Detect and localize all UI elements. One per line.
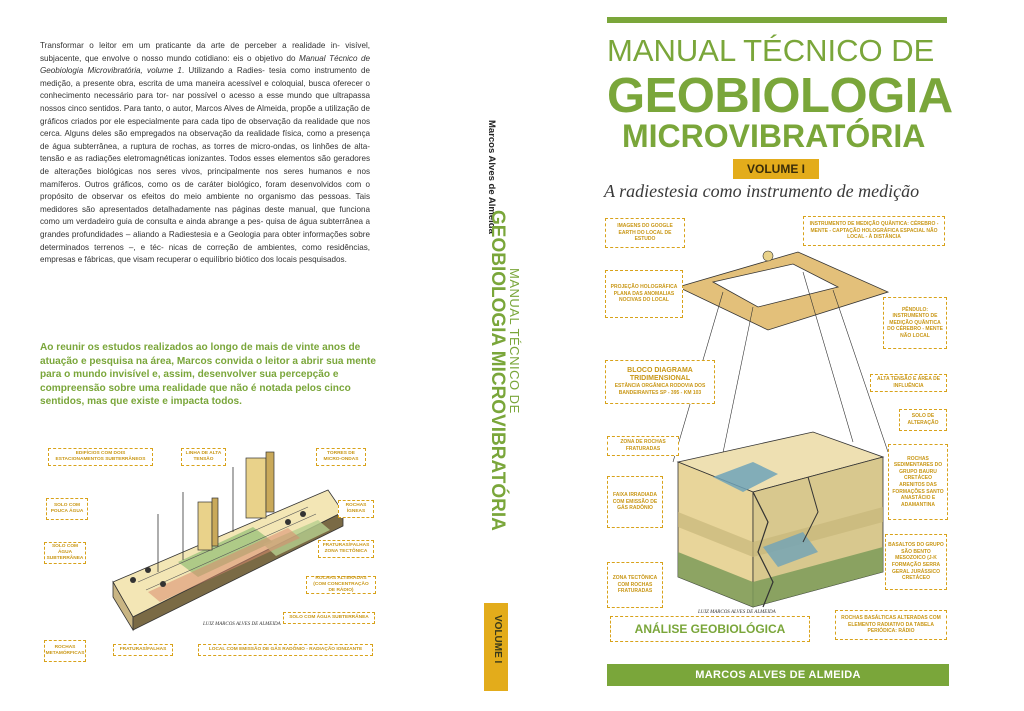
- front-analise-label: ANÁLISE GEOBIOLÓGICA: [610, 616, 810, 642]
- label-projecao: PROJEÇÃO HOLOGRÁFICA PLANA DAS ANOMALIAS NOCIVAS DO LOCAL: [605, 270, 683, 318]
- label-rochas-meta: ROCHAS METAMÓRFICAS: [44, 640, 86, 662]
- label-rochas-alteradas: ROCHAS ALTERADAS (COM CONCENTRAÇÃO DE RÁDIO): [306, 576, 376, 594]
- front-subtitle: A radiestesia como instrumento de medição: [604, 181, 920, 201]
- label-linha: LINHA DE ALTA TENSÃO: [181, 448, 226, 466]
- label-rochas-basalticas: ROCHAS BASÁLTICAS ALTERADAS COM ELEMENTO RADIATIVO DA TABELA PERIÓDICA: RÁDIO: [835, 610, 947, 640]
- label-alta-tensao: ALTA TENSÃO E ÁREA DE INFLUÊNCIA: [870, 374, 947, 392]
- label-fraturas: FRATURAS/FALHAS: [113, 644, 173, 656]
- label-instrumento: INSTRUMENTO DE MEDIÇÃO QUÂNTICA: CÉREBRO - MENTE - CAPTAÇÃO HOLOGRÁFICA ESPACIAL NÃO LOCAL - À DISTÂNCIA: [803, 216, 945, 246]
- label-zona-tectonica: ZONA TECTÔNICA COM ROCHAS FRATURADAS: [607, 562, 663, 608]
- label-torres: TORRES DE MICRO-ONDAS: [316, 448, 366, 466]
- front-title-line1: MANUAL TÉCNICO DE: [607, 33, 935, 68]
- label-faixa: FAIXA IRRADIADA COM EMISSÃO DE GÁS RADÔNIO: [607, 476, 663, 528]
- back-diagram: [38, 432, 378, 672]
- back-paragraph-1a: Transformar o leitor em um praticante da arte de perceber a realidade in- visível, subjacente, que envolve o nosso mundo cotidiano: eis o objetivo do: [40, 41, 370, 63]
- label-rochas-igneas: ROCHAS ÍGNEAS: [338, 500, 374, 518]
- bloco-subtitle: ESTÂNCIA ORGÂNICA RODOVIA DOS BANDEIRANTES SP - 395 - KM 103: [614, 383, 706, 396]
- front-diagram: [603, 212, 948, 652]
- label-edificios: EDIFÍCIOS COM DOIS ESTACIONAMENTOS SUBTERRÂNEOS: [48, 448, 153, 466]
- spine-author: Marcos Alves de Almeida: [486, 120, 497, 234]
- spine-volume: VOLUME I: [492, 615, 503, 664]
- bloco-title: BLOCO DIAGRAMA TRIDIMENSIONAL: [627, 367, 693, 383]
- front-title-line3: MICROVIBRATÓRIA: [622, 118, 926, 154]
- label-pendulo: PÊNDULO: INSTRUMENTO DE MEDIÇÃO QUÂNTICA DO CÉREBRO - MENTE NÃO LOCAL: [883, 297, 947, 349]
- front-author-bar: MARCOS ALVES DE ALMEIDA: [607, 664, 949, 686]
- label-local-emissao: LOCAL COM EMISSÃO DE GÁS RADÔNIO - RADIAÇÃO IONIZANTE: [198, 644, 373, 656]
- label-basaltos: BASALTOS DO GRUPO SÃO BENTO MESOZOICO (J-K FORMAÇÃO SERRA GERAL JURÁSSICO CRETÁCEO: [885, 534, 947, 590]
- label-solo-alteracao: SOLO DE ALTERAÇÃO: [899, 409, 947, 431]
- back-cover-text: [40, 40, 370, 267]
- back-paragraph-1b: . Utilizando a Radies- tesia como instrumento de medição, a presente obra, escrita de uma maneira acessível e coloquial, busca oferecer o conhecimento necessário para tor- nar possível o acesso a esse mundo que ultrapassa nossos cinco sentidos. Para tanto, o autor, Marcos Alves de Almeida, propõe a utilização de gráficos criados por ele especialmente para cada tipo de observação da realidade que nos cerca. Alguns deles são empregados na observação da realidade física, como a presença de água subterrânea, a ruptura de rochas, as torres de micro-ondas, os linhões de alta-tensão e as radiações eletromagnéticas ionizantes. Todos esses elementos são geradores de alterações biológicas nos seres vivos, principalmente nos seres humanos e nos mamíferos. Outros gráficos, como os de caráter biológico, foram desenvolvidos com o propósito de observar os efeitos do meio ambiente no organismo das pessoas. Tais medidores são apresentados detalhadamente nas páginas deste manual, que funciona como um verdadeiro guia de consulta e ainda abrange a pes- quisa de água subterrânea a grandes profundidades – aliando a Radiestesia e a Geologia para obter informações sobre determinados terrenos –, e téc- nicas de correção de ambientes, como residências, empresas e fábricas, que visam recuperar o equilíbrio biótico dos locais pesquisados.: [40, 66, 370, 265]
- label-rochas-sedimentares: ROCHAS SEDIMENTARES DO GRUPO BAURU CRETÁCEO ARENITOS DAS FORMAÇÕES SANTO ANASTÁCIO E ADAMANTINA: [888, 444, 948, 520]
- label-imagens: IMAGENS DO GOOGLE EARTH DO LOCAL DE ESTUDO: [605, 218, 685, 248]
- label-zona-rochas: ZONA DE ROCHAS FRATURADAS: [607, 436, 679, 456]
- front-top-bar: [607, 17, 947, 23]
- spine-title-line2: GEOBIOLOGIA MICROVIBRATÓRIA: [487, 210, 508, 531]
- back-signature: LUIZ MARCOS ALVES DE ALMEIDA: [203, 622, 281, 627]
- label-bloco: [605, 360, 715, 404]
- front-title-line2: GEOBIOLOGIA: [607, 69, 953, 123]
- back-book-title: Manual Técnico de Geobiologia Microvibratória, volume 1: [40, 53, 371, 76]
- label-fraturas-zona: FRATURAS/FALHAS ZONA TECTÔNICA: [318, 540, 374, 558]
- label-solo-agua-2: SOLO COM ÁGUA SUBTERRÂNEA: [283, 612, 375, 624]
- spine-title-line1: MANUAL TÉCNICO DE: [507, 268, 522, 414]
- front-signature: LUIZ MARCOS ALVES DE ALMEIDA: [698, 610, 776, 615]
- label-solo-agua: SOLO COM ÁGUA SUBTERRÂNEA: [44, 542, 86, 564]
- back-highlight-paragraph: Ao reunir os estudos realizados ao longo de mais de vinte anos de atuação e pesquisa na área, Marcos convida o leitor a abrir sua mente para o mundo invisível e, assim, desenvolver sua percepção e compreensão sobre uma realidade que não é notada pelos cinco sentidos, mas que existe e impacta todos.: [40, 342, 377, 408]
- front-volume-badge: VOLUME I: [733, 159, 819, 179]
- label-solo-pouca: SOLO COM POUCA ÁGUA: [46, 498, 88, 520]
